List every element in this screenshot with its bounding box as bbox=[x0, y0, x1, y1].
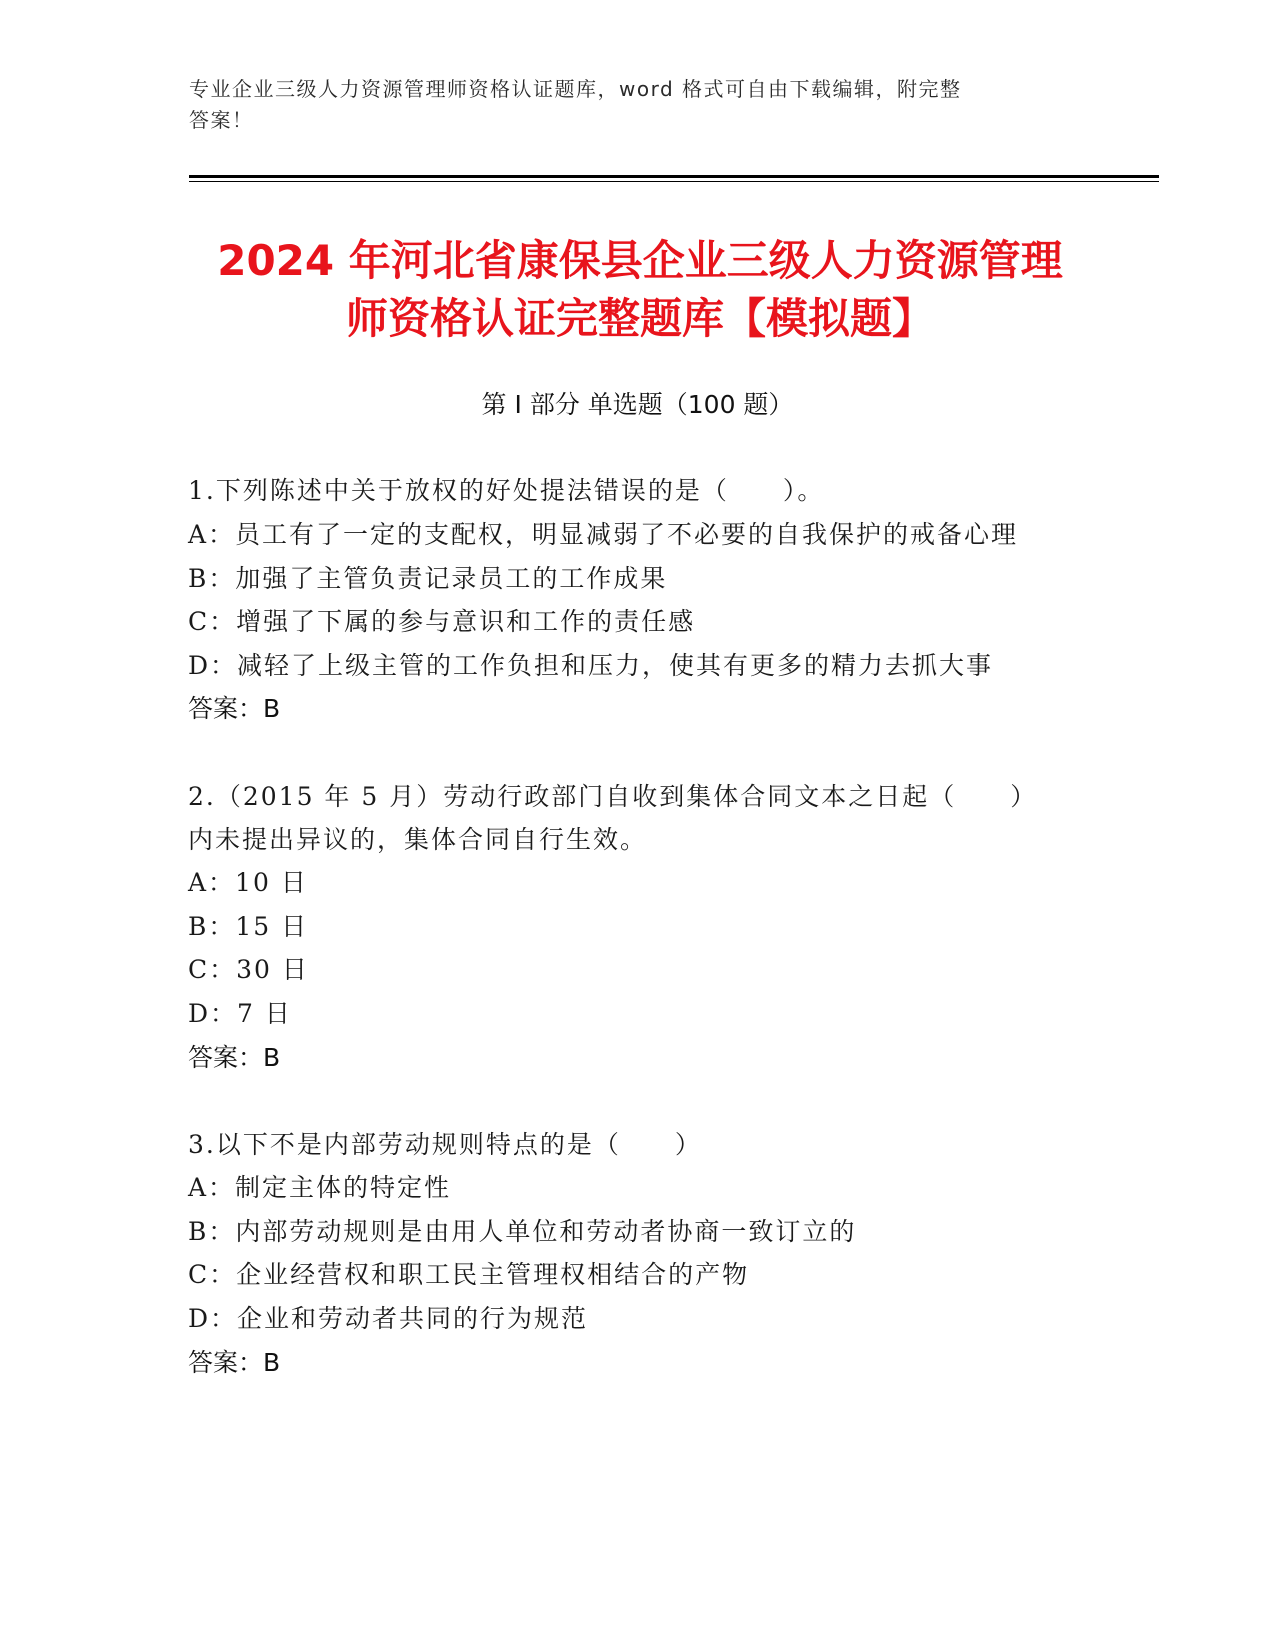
question-1-option-b: B：加强了主管负责记录员工的工作成果 bbox=[188, 564, 668, 593]
question-1-option-c: C：增强了下属的参与意识和工作的责任感 bbox=[188, 607, 696, 636]
question-2-option-b: B：15 日 bbox=[188, 912, 309, 941]
question-3-option-b: B：内部劳动规则是由用人单位和劳动者协商一致订立的 bbox=[188, 1217, 857, 1246]
header-divider-thick bbox=[189, 175, 1159, 178]
question-2-answer: 答案：B bbox=[188, 1043, 281, 1072]
question-2-option-a: A：10 日 bbox=[188, 868, 308, 897]
question-2-option-c: C：30 日 bbox=[188, 955, 309, 984]
question-1-option-a: A：员工有了一定的支配权，明显减弱了不必要的自我保护的戒备心理 bbox=[188, 520, 1019, 549]
section-heading: 第 I 部分 单选题（100 题） bbox=[481, 390, 794, 419]
question-2-stem-line-2: 内未提出异议的，集体合同自行生效。 bbox=[188, 825, 648, 854]
question-3-answer: 答案：B bbox=[188, 1348, 281, 1377]
document-title bbox=[140, 232, 1140, 348]
header-note-line-1: 专业企业三级人力资源管理师资格认证题库，word 格式可自由下载编辑，附完整 bbox=[189, 77, 962, 101]
question-3-stem: 3.以下不是内部劳动规则特点的是（ ） bbox=[188, 1130, 702, 1159]
question-3-option-c: C：企业经营权和职工民主管理权相结合的产物 bbox=[188, 1260, 750, 1289]
document-title-line-2: 师资格认证完整题库【模拟题】 bbox=[345, 294, 934, 343]
header-divider-thin bbox=[189, 181, 1159, 182]
question-2-stem-line-1: 2.（2015 年 5 月）劳动行政部门自收到集体合同文本之日起（ ） bbox=[188, 782, 1038, 811]
question-2-option-d: D：7 日 bbox=[188, 999, 292, 1028]
question-1-answer: 答案：B bbox=[188, 694, 281, 723]
header-note-line-2: 答案！ bbox=[189, 108, 254, 132]
question-1-option-d: D：减轻了上级主管的工作负担和压力，使其有更多的精力去抓大事 bbox=[188, 651, 994, 680]
document-title-line-1: 2024 年河北省康保县企业三级人力资源管理 bbox=[217, 236, 1063, 285]
question-3-option-a: A：制定主体的特定性 bbox=[188, 1173, 452, 1202]
question-1-stem: 1.下列陈述中关于放权的好处提法错误的是（ ）。 bbox=[188, 476, 825, 505]
header-note bbox=[189, 74, 1089, 136]
question-3-option-d: D：企业和劳动者共同的行为规范 bbox=[188, 1304, 589, 1333]
